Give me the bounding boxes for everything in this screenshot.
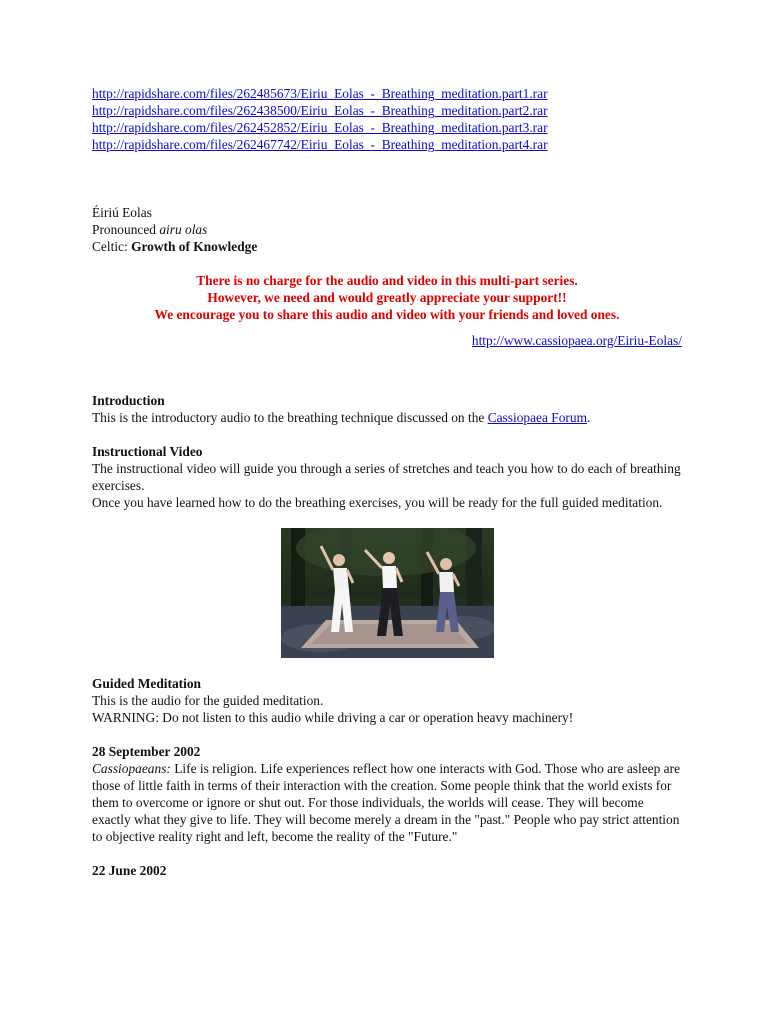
name-title: Éiriú Eolas (92, 205, 152, 220)
introduction-heading: Introduction (92, 393, 165, 408)
celtic-value: Growth of Knowledge (131, 239, 258, 254)
entry-28-september-2002 (92, 743, 682, 845)
support-notice (92, 272, 682, 323)
pronounced-value: airu olas (159, 222, 208, 237)
notice-line-2: However, we need and would greatly appreciate your support!! (207, 290, 567, 305)
speaker-label: Cassiopaeans: (92, 761, 171, 776)
download-link-list (92, 85, 682, 153)
instructional-section (92, 443, 682, 511)
guided-warning: WARNING: Do not listen to this audio while driving a car or operation heavy machinery! (92, 710, 574, 725)
entry-body: Life is religion. Life experiences reflect how one interacts with God. Those who are asleep are those of little faith in terms of their interaction with the creation. Some people think that the world exists for them to overcome or ignore or shut out. For those individuals, the worlds will cease. They will become exactly what they give to life. They will become merely a dream in the "past." People who pay strict attention to objective reality right and left, become the reality of the "Future." (92, 761, 681, 844)
site-link[interactable]: http://www.cassiopaea.org/Eiriu-Eolas/ (471, 333, 682, 348)
cassiopaea-forum-link[interactable]: Cassiopaea Forum (487, 410, 587, 425)
download-link-part3[interactable]: http://rapidshare.com/files/262452852/Eiriu_Eolas_-_Breathing_meditation.part3.rar (92, 120, 548, 135)
pronounced-label: Pronounced (92, 222, 160, 237)
notice-line-1: There is no charge for the audio and video in this multi-part series. (196, 273, 578, 288)
guided-section (92, 675, 682, 726)
guided-heading: Guided Meditation (92, 676, 201, 691)
introduction-text-after: . (587, 410, 591, 425)
guided-para-1: This is the audio for the guided meditation. (92, 693, 324, 708)
pronunciation-line (92, 221, 682, 238)
entry-text (92, 760, 682, 845)
document-page (92, 85, 682, 879)
celtic-label: Celtic: (92, 239, 132, 254)
name-block (92, 204, 682, 255)
entry-date: 22 June 2002 (92, 863, 167, 878)
introduction-section (92, 392, 682, 426)
download-link-part4[interactable]: http://rapidshare.com/files/262467742/Eiriu_Eolas_-_Breathing_meditation.part4.rar (92, 137, 548, 152)
instructional-para-1: The instructional video will guide you through a series of stretches and teach you how to do each of breathing exercises. (92, 461, 681, 493)
entry-date: 28 September 2002 (92, 744, 201, 759)
entry-22-june-2002 (92, 862, 682, 879)
stretching-photo (281, 528, 494, 658)
instructional-heading: Instructional Video (92, 444, 203, 459)
instructional-para-2: Once you have learned how to do the breathing exercises, you will be ready for the full guided meditation. (92, 495, 663, 510)
download-link-part2[interactable]: http://rapidshare.com/files/262438500/Eiriu_Eolas_-_Breathing_meditation.part2.rar (92, 103, 548, 118)
celtic-line (92, 238, 682, 255)
download-link-part1[interactable]: http://rapidshare.com/files/262485673/Eiriu_Eolas_-_Breathing_meditation.part1.rar (92, 86, 548, 101)
notice-line-3: We encourage you to share this audio and video with your friends and loved ones. (154, 307, 620, 322)
site-link-line (92, 332, 682, 349)
introduction-text (92, 409, 682, 426)
photo-container (92, 528, 682, 658)
introduction-text-before: This is the introductory audio to the breathing technique discussed on the (92, 410, 488, 425)
